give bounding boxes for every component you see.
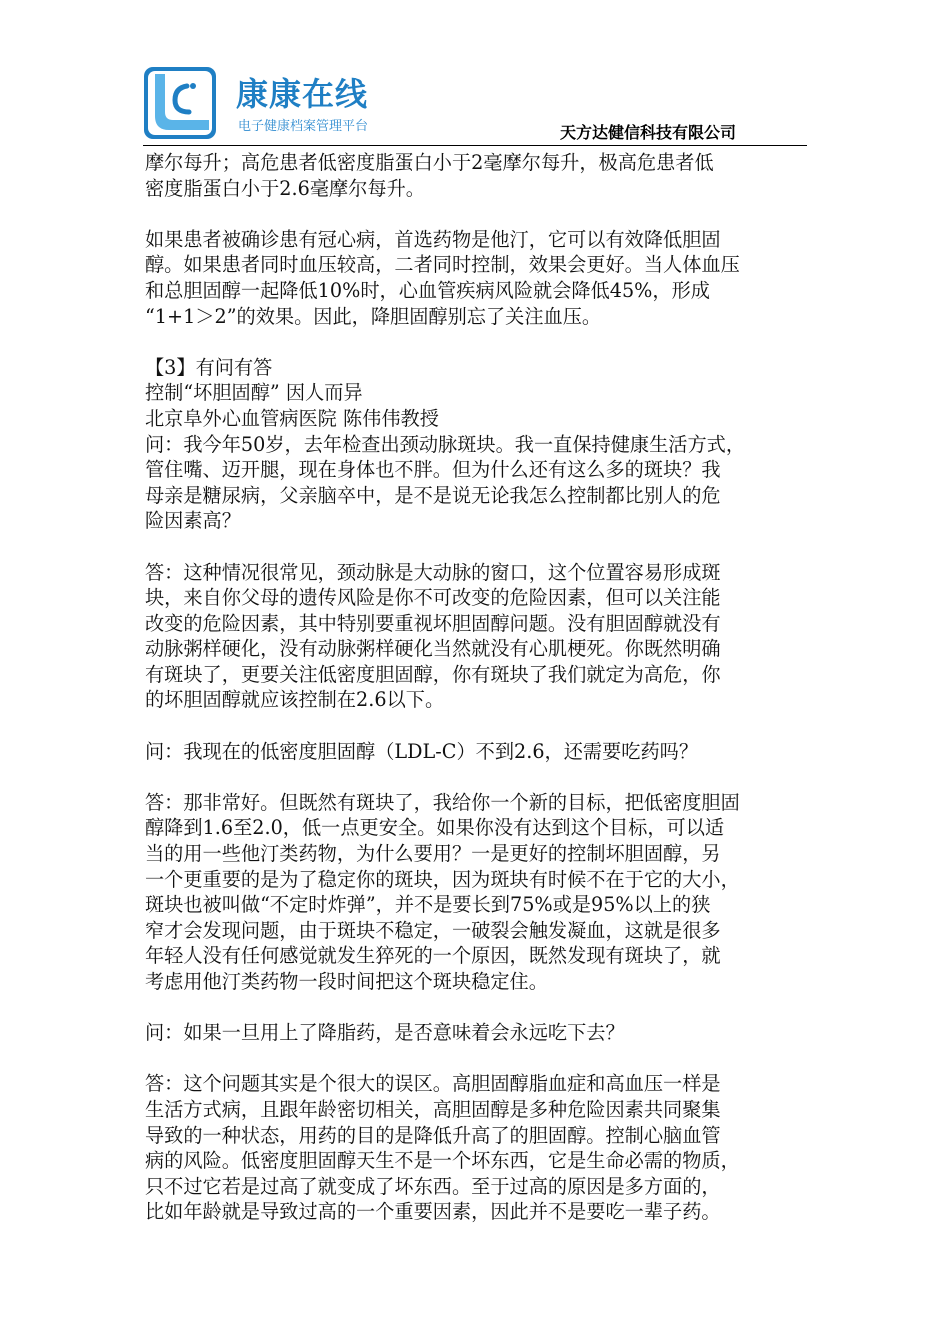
answer-line: 有斑块了，更要关注低密度胆固醇，你有斑块了我们就定为高危，你 [145,662,721,686]
answer-line: 的坏胆固醇就应该控制在2.6以下。 [145,688,445,712]
document-body [145,150,815,1225]
answer-line: 斑块也被叫做“不定时炸弹”，并不是要长到75%或是95%以上的狭 [145,893,711,917]
answer-line: 只不过它若是过高了就变成了坏东西。至于过高的原因是多方面的， [145,1174,721,1198]
article-title: 控制“坏胆固醇” 因人而异 [145,381,363,405]
company-name: 天方达健信科技有限公司 [560,123,737,142]
answer-line: 一个更重要的是为了稳定你的斑块，因为斑块有时候不在于它的大小， [145,867,740,891]
answer-line: 当的用一些他汀类药物，为什么要用？一是更好的控制坏胆固醇，另 [145,842,721,866]
answer-line: 答：这个问题其实是个很大的误区。高胆固醇脂血症和高血压一样是 [145,1072,721,1096]
text-line: 摩尔每升；高危患者低密度脂蛋白小于2毫摩尔每升，极高危患者低 [145,151,714,174]
question-line: 问：我现在的低密度胆固醇（LDL-C）不到2.6，还需要吃药吗？ [145,739,699,763]
question-line: 管住嘴、迈开腿，现在身体也不胖。但为什么还有这么多的斑块？我 [145,458,721,482]
answer-line: 醇降到1.6至2.0，低一点更安全。如果你没有达到这个目标，可以适 [145,816,725,840]
question-line: 险因素高？ [145,509,241,533]
kangkang-logo-icon [143,66,217,140]
answer-line: 比如年龄就是导致过高的一个重要因素，因此并不是要吃一辈子药。 [145,1200,721,1224]
answer-line: 块，来自你父母的遗传风险是你不可改变的危险因素，但可以关注能 [145,586,721,610]
text-line: 密度脂蛋白小于2.6毫摩尔每升。 [145,176,425,200]
answer-line: 动脉粥样硬化，没有动脉粥样硬化当然就没有心肌梗死。你既然明确 [145,637,721,661]
text-line: 和总胆固醇一起降低10%时，心血管疾病风险就会降低45%，形成 [145,278,710,302]
question-line: 母亲是糖尿病，父亲脑卒中，是不是说无论我怎么控制都比别人的危 [145,483,721,507]
answer-line: 生活方式病，且跟年龄密切相关，高胆固醇是多种危险因素共同聚集 [145,1097,721,1121]
text-line: “1+1＞2”的效果。因此，降胆固醇别忘了关注血压。 [145,304,602,328]
question-line: 问：我今年50岁，去年检查出颈动脉斑块。我一直保持健康生活方式， [145,432,746,456]
text-line: 如果患者被确诊患有冠心病，首选药物是他汀，它可以有效降低胆固 [145,227,721,251]
answer-line: 改变的危险因素，其中特别要重视坏胆固醇问题。没有胆固醇就没有 [145,611,721,635]
answer-line: 答：这种情况很常见，颈动脉是大动脉的窗口，这个位置容易形成斑 [145,560,721,584]
answer-line: 考虑用他汀类药物一段时间把这个斑块稳定住。 [145,970,548,993]
question-line: 问：如果一旦用上了降脂药，是否意味着会永远吃下去？ [145,1021,625,1045]
answer-line: 答：那非常好。但既然有斑块了，我给你一个新的目标，把低密度胆固 [145,790,740,814]
section-heading: 【3】有问有答 [145,355,273,379]
answer-line: 年轻人没有任何感觉就发生猝死的一个原因，既然发现有斑块了，就 [145,944,721,968]
text-line: 醇。如果患者同时血压较高，二者同时控制，效果会更好。当人体血压 [145,253,740,277]
brand-subtitle: 电子健康档案管理平台 [238,119,369,134]
article-author: 北京阜外心血管病医院 陈伟伟教授 [145,406,439,430]
brand-name: 康康在线 [236,75,369,113]
answer-line: 病的风险。低密度胆固醇天生不是一个坏东西，它是生命必需的物质， [145,1149,740,1173]
header-divider [143,145,807,146]
document-header [0,0,950,150]
answer-line: 导致的一种状态，用药的目的是降低升高了的胆固醇。控制心脑血管 [145,1123,721,1147]
answer-line: 窄才会发现问题，由于斑块不稳定，一破裂会触发凝血，这就是很多 [145,918,721,942]
